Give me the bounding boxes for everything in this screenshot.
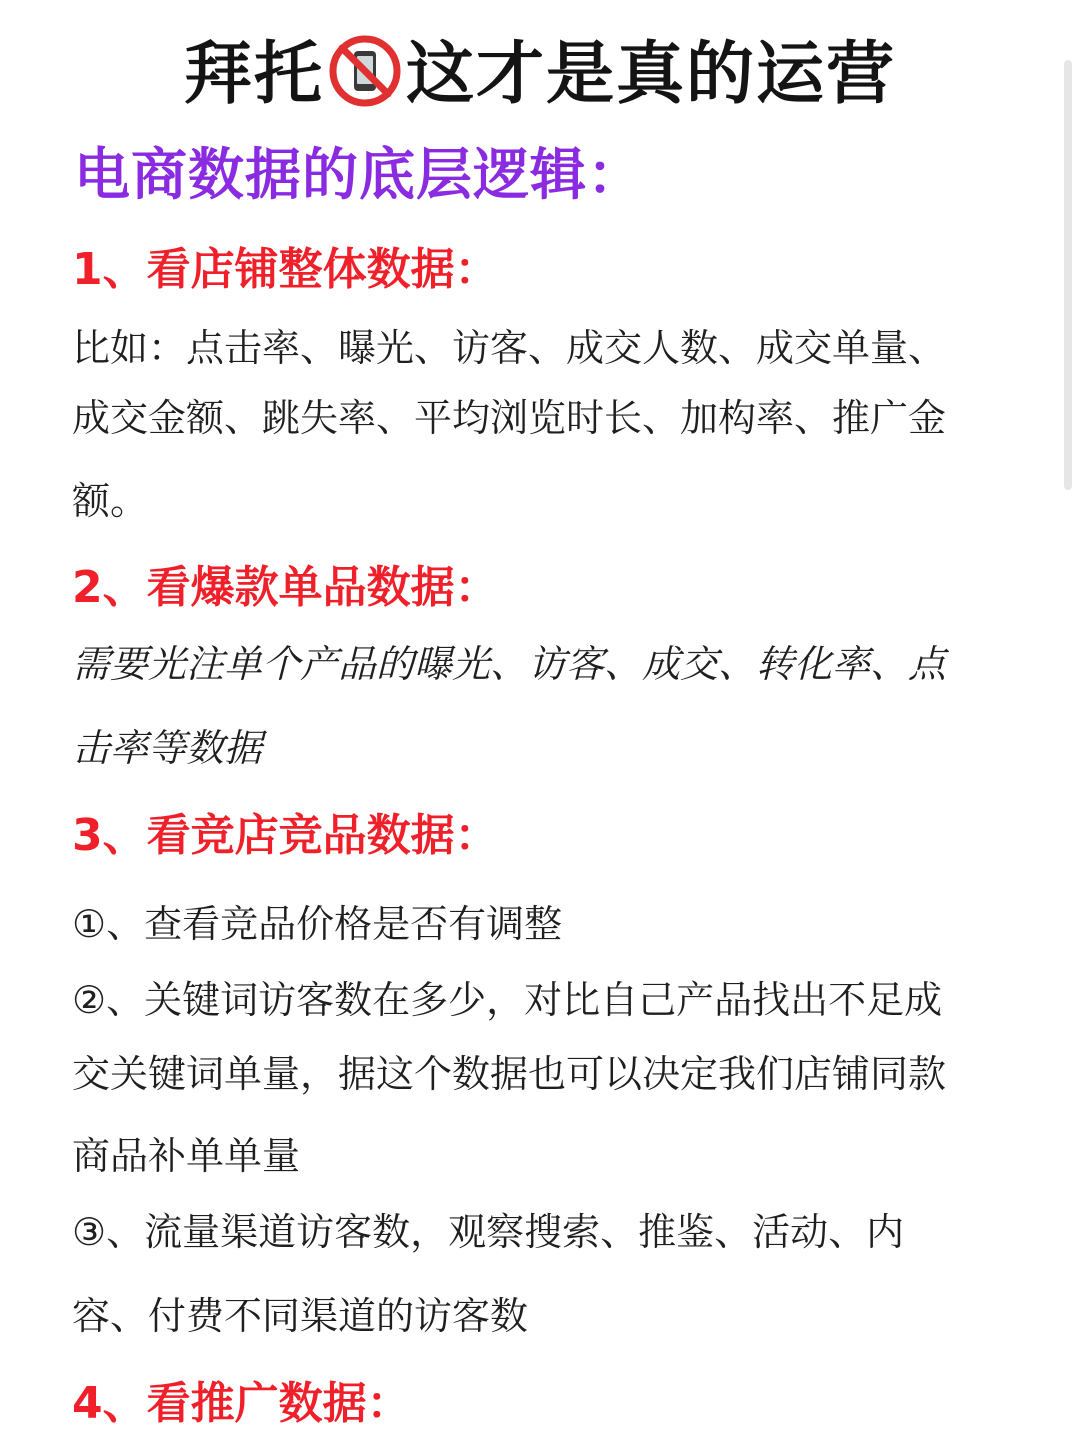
no-mobile-phones-icon — [328, 34, 402, 108]
section-3-line: ②、关键词访客数在多少，对比自己产品找出不足成 — [72, 978, 943, 1022]
scrollbar[interactable] — [1064, 60, 1072, 490]
section-heading-hot-item: 2、看爆款单品数据： — [72, 562, 499, 613]
section-3-line: ③、流量渠道访客数，观察搜索、推鉴、活动、内 — [72, 1210, 905, 1254]
section-1-line: 额。 — [72, 479, 149, 523]
section-2-line: 需要光注单个产品的曝光、访客、成交、转化率、点 — [72, 642, 947, 686]
section-heading-competitor: 3、看竞店竞品数据： — [72, 810, 499, 861]
section-1-line: 比如：点击率、曝光、访客、成交人数、成交单量、 — [72, 326, 947, 370]
section-3-line: 商品补单单量 — [72, 1134, 301, 1178]
subtitle: 电商数据的底层逻辑： — [74, 143, 644, 208]
section-heading-promotion: 4、看推广数据： — [72, 1378, 411, 1429]
page-title — [0, 30, 1080, 117]
section-3-line: 容、付费不同渠道的访客数 — [72, 1294, 529, 1338]
section-3-line: 交关键词单量，据这个数据也可以决定我们店铺同款 — [72, 1052, 947, 1096]
section-2-line: 击率等数据 — [72, 726, 263, 770]
title-suffix: 这才是真的运营 — [406, 35, 897, 115]
section-1-line: 成交金额、跳失率、平均浏览时长、加构率、推广金 — [72, 396, 947, 440]
section-3-line: ①、查看竞品价格是否有调整 — [72, 902, 563, 946]
section-heading-store-overall: 1、看店铺整体数据： — [72, 244, 499, 295]
title-prefix: 拜托 — [183, 35, 324, 115]
